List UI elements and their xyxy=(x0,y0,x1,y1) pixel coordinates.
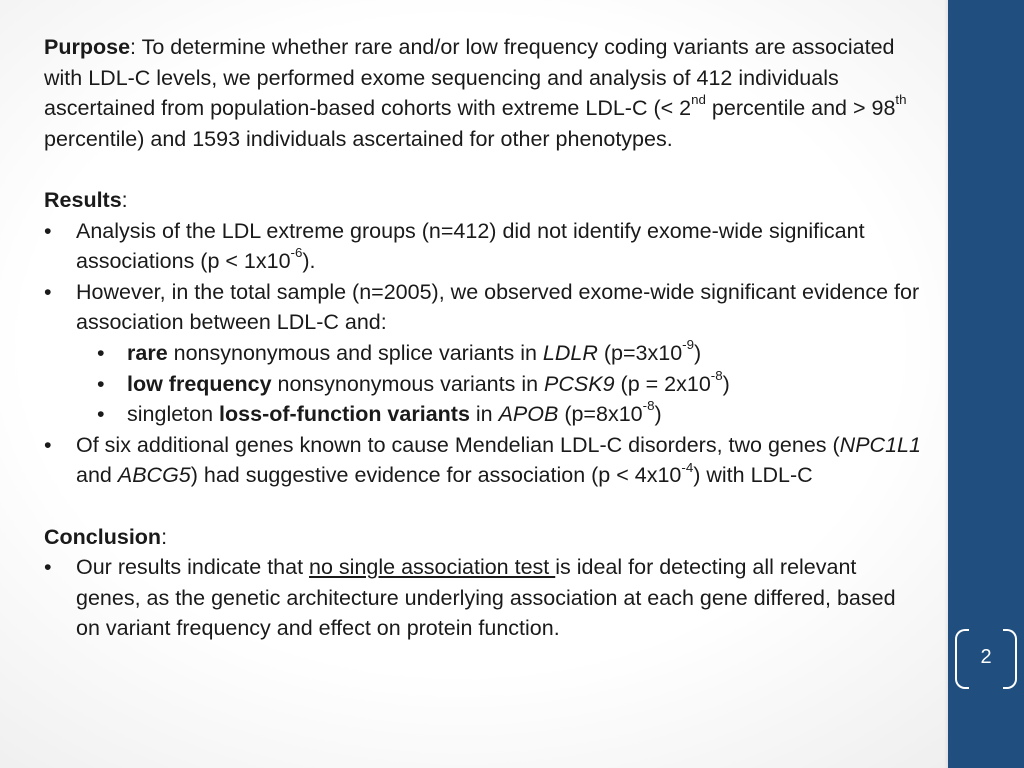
slide-body xyxy=(44,32,924,644)
subbullet-ldlr-text: nonsynonymous and splice variants in xyxy=(167,340,543,365)
gene-abcg5: ABCG5 xyxy=(117,463,191,488)
gene-ldlr: LDLR xyxy=(542,340,598,365)
conclusion-heading: Conclusion xyxy=(44,524,162,549)
conclusion-heading-line xyxy=(44,522,924,553)
results-bullet-1 xyxy=(44,216,924,277)
results-bullet-3-pre: Of six additional genes known to cause Mendelian LDL-C disorders, two genes ( xyxy=(76,432,840,457)
results-bullet-3 xyxy=(44,430,924,491)
results-bullet-2 xyxy=(44,277,924,338)
purpose-text-3: percentile) and 1593 individuals ascertained for other phenotypes. xyxy=(44,126,673,151)
results-bullet-1-text: Analysis of the LDL extreme groups (n=412) did not identify exome-wide significant associations (p < 1x10 xyxy=(76,218,865,274)
results-bullet-1-end: ). xyxy=(302,249,316,274)
purpose-sup-1: nd xyxy=(691,92,706,108)
subbullet-ldlr-end: ) xyxy=(694,340,702,365)
subbullet-pcsk9-bold: low frequency xyxy=(127,371,272,396)
results-heading-line xyxy=(44,185,924,216)
purpose-paragraph xyxy=(44,32,924,154)
results-bullet-3-and: and xyxy=(76,463,118,488)
purpose-sup-2: th xyxy=(895,92,907,108)
page-number-badge xyxy=(955,629,1017,687)
subbullet-apob-p: (p=8x10 xyxy=(558,402,643,427)
results-subbullet-pcsk9 xyxy=(44,369,924,400)
conclusion-heading-suffix: : xyxy=(161,524,168,549)
conclusion-bullet-1-pre: Our results indicate that xyxy=(76,555,310,580)
results-heading-suffix: : xyxy=(121,187,128,212)
results-bullet-2-text: However, in the total sample (n=2005), we observed exome-wide significant evidence for association between LDL-C and: xyxy=(76,279,920,335)
spacer xyxy=(44,154,924,185)
subbullet-pcsk9-p: (p = 2x10 xyxy=(614,371,711,396)
subbullet-apob-bold: loss-of-function variants xyxy=(219,402,470,427)
purpose-text-2: percentile and > 98 xyxy=(705,96,896,121)
subbullet-pcsk9-end: ) xyxy=(722,371,730,396)
gene-npc1l1: NPC1L1 xyxy=(839,432,921,457)
subbullet-apob-end: ) xyxy=(654,402,662,427)
subbullet-ldlr-bold: rare xyxy=(127,340,168,365)
gene-apob: APOB xyxy=(498,402,559,427)
results-bullet-1-exp: -6 xyxy=(290,245,303,261)
slide-sidebar xyxy=(948,0,1024,768)
subbullet-apob-exp: -8 xyxy=(642,398,655,414)
results-bullet-3-exp: -4 xyxy=(681,459,694,475)
page-number: 2 xyxy=(980,646,992,668)
gene-pcsk9: PCSK9 xyxy=(544,371,615,396)
purpose-text-1: : To determine whether rare and/or low frequency coding variants are associated with LDL-C levels, we performed exome sequencing and analysis of 412 individuals ascertained from population-based cohorts with extreme LDL-C (< 2 xyxy=(44,35,895,121)
results-subbullet-apob xyxy=(44,399,924,430)
results-bullet-3-mid: ) had suggestive evidence for association (p < 4x10 xyxy=(190,463,682,488)
subbullet-ldlr-exp: -9 xyxy=(682,337,695,353)
conclusion-bullet-1-post: is ideal for detecting all relevant genes, as the genetic architecture underlying association at each gene differed, based on variant frequency and effect on protein function. xyxy=(76,555,896,641)
subbullet-pcsk9-exp: -8 xyxy=(710,367,723,383)
results-subbullet-ldlr xyxy=(44,338,924,369)
subbullet-pcsk9-text: nonsynonymous variants in xyxy=(271,371,545,396)
results-heading: Results xyxy=(44,187,122,212)
subbullet-apob-text: in xyxy=(469,402,499,427)
purpose-heading: Purpose xyxy=(44,35,131,59)
spacer xyxy=(44,491,924,522)
conclusion-underlined-phrase: no single association test xyxy=(309,555,556,580)
subbullet-ldlr-p: (p=3x10 xyxy=(597,340,683,365)
results-bullet-3-end: ) with LDL-C xyxy=(693,463,813,488)
subbullet-apob-pre: singleton xyxy=(127,402,220,427)
conclusion-bullet-1 xyxy=(44,552,924,644)
